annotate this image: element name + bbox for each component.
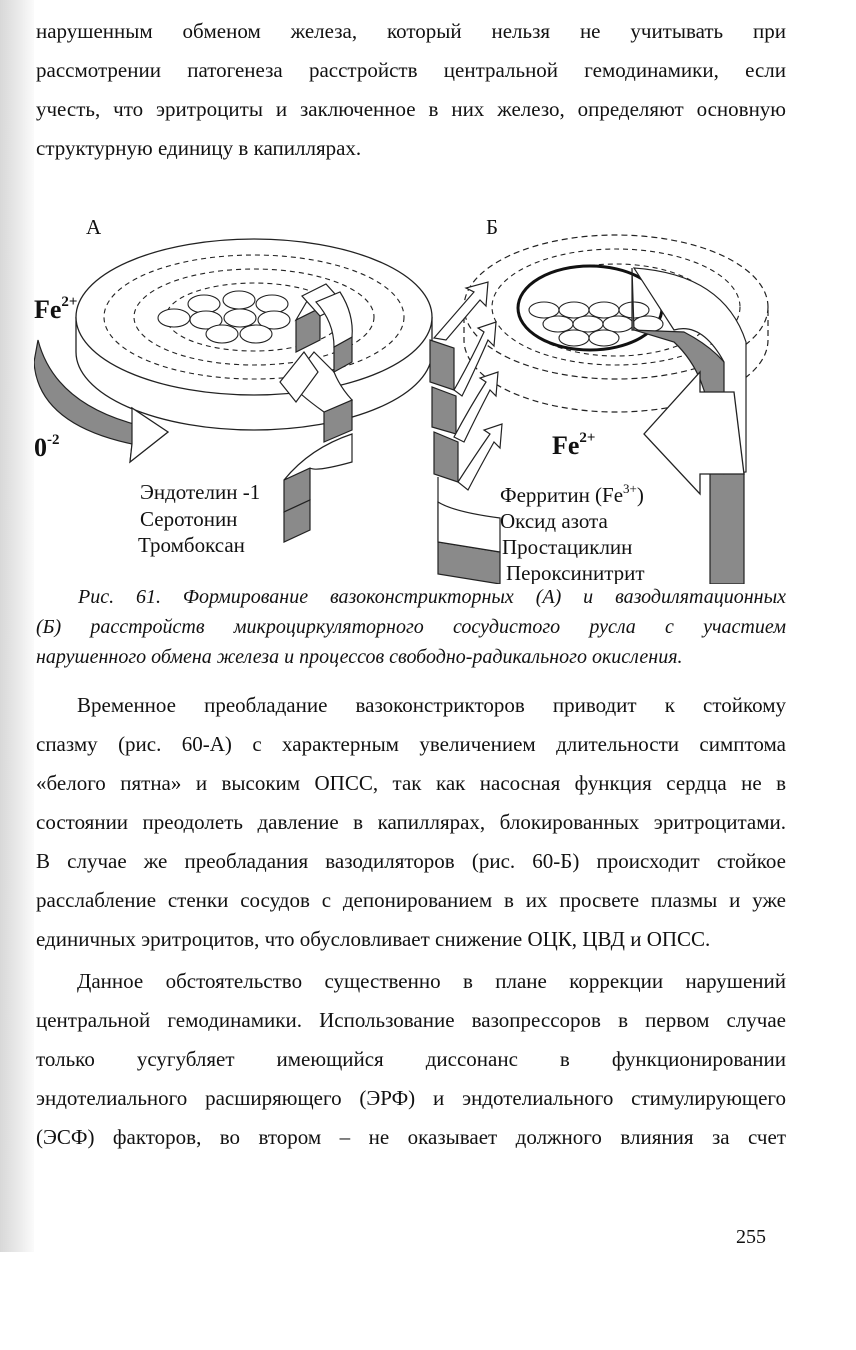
paragraph-1 — [36, 12, 786, 168]
substance-thromboxane: Тромбоксан — [138, 533, 245, 557]
text-line: учесть, что эритроциты и заключенное в них железо, определяют основную — [36, 97, 786, 121]
text-line: В случае же преобладания вазодиляторов (рис. 60-Б) происходит стойкое — [36, 849, 786, 873]
text-line: спазму (рис. 60-А) с характерным увеличением длительности симптома — [36, 732, 786, 756]
panel-b-label: Б — [486, 215, 499, 239]
panel-b-diagram — [430, 215, 768, 584]
substance-ferritin: Ферритин $(Fe^{3+})$ — [500, 481, 644, 507]
page-number: 255 — [736, 1226, 766, 1248]
panel-a-fe-ion: $Fe^{2+}$ — [34, 294, 78, 324]
panel-a-o-ion: $0^{-2}$ — [34, 432, 60, 462]
text-line: нарушенным обменом железа, который нельзя не учитывать при — [36, 19, 786, 43]
text-line: «белого пятна» и высоким ОПСС, так как насосная функция сердца не в — [36, 771, 786, 795]
substance-serotonin: Серотонин — [140, 507, 238, 531]
paragraph-3 — [36, 962, 786, 1157]
panel-a-label: А — [86, 215, 102, 239]
text-line: расслабление стенки сосудов с депонированием в их просвете плазмы и уже — [36, 888, 786, 912]
figure-61 — [34, 212, 794, 584]
text-line: структурную единицу в капиллярах. — [36, 136, 362, 160]
text-line: (ЭСФ) факторов, во втором – не оказывает должного влияния за счет — [36, 1125, 786, 1149]
text-line: состоянии преодолеть давление в капиллярах, блокированных эритроцитами. — [36, 810, 786, 834]
panel-b-fe-ion: $Fe^{2+}$ — [552, 430, 596, 460]
text-line: единичных эритроцитов, что обусловливает снижение ОЦК, ЦВД и ОПСС. — [36, 927, 711, 951]
text-line: Временное преобладание вазоконстрикторов приводит к стойкому — [77, 693, 786, 717]
substance-endothelin: Эндотелин -1 — [140, 480, 261, 504]
text-line: центральной гемодинамики. Использование вазопрессоров в первом случае — [36, 1008, 786, 1032]
text-line: рассмотрении патогенеза расстройств центральной гемодинамики, если — [36, 58, 786, 82]
substance-prostacyclin: Простациклин — [502, 535, 633, 559]
substance-peroxynitrite: Пероксинитрит — [506, 561, 645, 584]
figure-diagram — [34, 212, 794, 584]
caption-line: Рис. 61. Формирование вазоконстрикторных (А) и вазодилятационных — [78, 586, 786, 608]
text-line: только усугубляет имеющийся диссонанс в функционировании — [36, 1047, 786, 1071]
panel-a-diagram — [34, 215, 432, 557]
caption-line: нарушенного обмена железа и процессов свободно-радикального окисления. — [36, 646, 683, 668]
figure-caption — [36, 582, 786, 672]
text-line: эндотелиального расширяющего (ЭРФ) и эндотелиального стимулирующего — [36, 1086, 786, 1110]
substance-nitric-oxide: Оксид азота — [500, 509, 608, 533]
paragraph-2 — [36, 686, 786, 959]
text-line: Данное обстоятельство существенно в плане коррекции нарушений — [77, 969, 786, 993]
caption-line: (Б) расстройств микроциркуляторного сосудистого русла с участием — [36, 616, 786, 638]
